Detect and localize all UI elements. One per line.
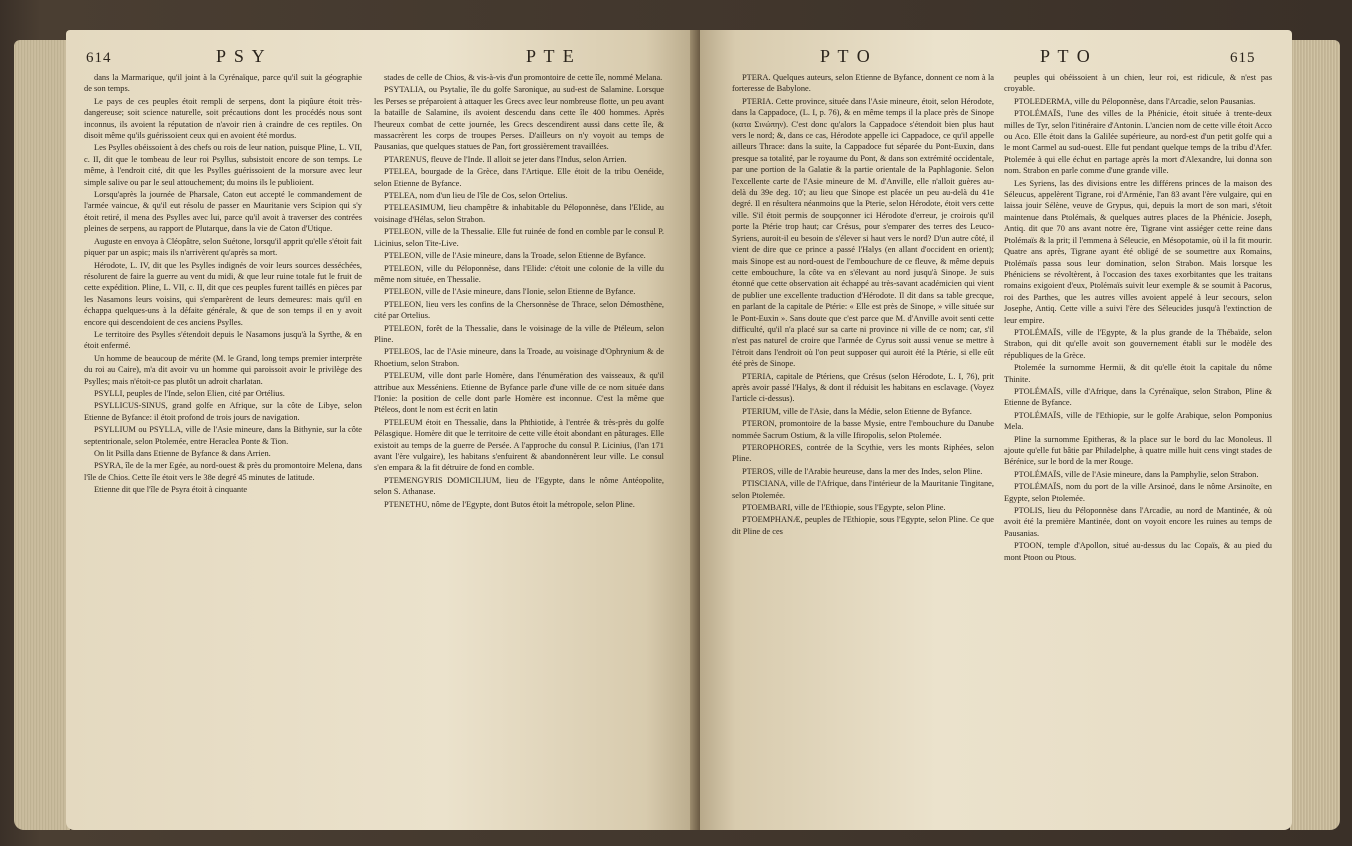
- paragraph: PTENETHU, nôme de l'Egypte, dont Butos étoit la métropole, selon Pline.: [384, 499, 635, 509]
- paragraph: PTOLÉMAÏS, ville de l'Egypte, & la plus grande de la Thébaïde, selon Strabon, qui dit qu'elle avoit son gouvernement établi sur le modèle des républiques de la Grèce.: [1004, 327, 1272, 360]
- paragraph: PTELEON, ville de l'Asie mineure, dans la Troade, selon Etienne de Byfance.: [384, 251, 646, 261]
- paragraph: PTOEMPHANÆ, peuples de l'Ethiopie, sous l'Egypte, selon Pline. Ce que dit Pline de ces: [732, 515, 994, 536]
- paragraph: PTELEASIMUM, lieu champêtre & inhabitable du Péloponnèse, dans l'Elide, au voisinage d'Hélas, selon Strabon.: [374, 203, 664, 224]
- paragraph: PTOLIS, lieu du Péloponnèse dans l'Arcadie, au nord de Mantinée, & où avoit été la première Mantinée, dont on voyoit encore les ruines au temps de Pausanias.: [1004, 506, 1272, 538]
- text-column: [732, 72, 994, 812]
- paragraph: Ptolemée la surnomme Hermii, & dit qu'elle étoit la capitale du nôme Thinite.: [1004, 363, 1272, 384]
- paragraph: PTELEON, ville du Péloponnèse, dans l'Elide: c'étoit une colonie de la ville du même nom située, en Thessalie.: [374, 263, 664, 284]
- paragraph: Pline la surnomme Epitheras, & la place sur le bord du lac Monoleus. Il ajoute qu'elle fut bâtie par Philadelphe, à quatre mille huit cens vingt stades de Bérénice, sur le bord de la mer Rouge.: [1004, 434, 1272, 467]
- text-column: [374, 72, 664, 812]
- paragraph: PSYLLICUS-SINUS, grand golfe en Afrique, sur la côte de Libye, selon Etienne de Byfance: il étoit profond de trois jours de navigation.: [84, 401, 362, 422]
- left-page-edges: [14, 40, 70, 830]
- paragraph: PSYLLIUM ou PSYLLA, ville de l'Asie mineure, dans la Bithynie, sur la côte septentrionale, selon Ptolemée, entre Heraclea Ponte & Tion.: [84, 425, 362, 446]
- paragraph: PTOLEDERMA, ville du Péloponnèse, dans l'Arcadie, selon Pausanias.: [1014, 96, 1256, 106]
- paragraph: PSYTALIA, ou Psytalie, île du golfe Saronique, au sud-est de Salamine. Lorsque les Perses se préparoient à attaquer les Grecs avec leur nombreuse flotte, un peu avant la bataille de Salamine, ils avoient descendu dans cette île 400 hommes. Après l'heureux combat de cette journée, les Grecs descendirent aussi dans cette île, & massacrèrent les corps de troupes Perses. D'ailleurs on n'y voyoit au temps de Pausanias, que quelques statues de Pan, fort grossièrement travaillées.: [374, 85, 664, 152]
- paragraph: peuples qui obéissoient à un chien, leur roi, est ridicule, & n'est pas croyable.: [1004, 73, 1272, 94]
- paragraph: PTERIUM, ville de l'Asie, dans la Médie, selon Etienne de Byfance.: [742, 406, 972, 416]
- running-head: P T E: [526, 46, 576, 66]
- paragraph: PTOLÉMAÏS, ville de l'Ethiopie, sur le golfe Arabique, selon Pomponius Mela.: [1004, 410, 1272, 432]
- paragraph: Un homme de beaucoup de mérite (M. le Grand, long temps premier interprète du roi au Caire), m'a dit avoir vu un homme qui paroissoit avoir le privilège des Psylles; mais n'étoit-ce pas plutôt un adroit charlatan.: [84, 353, 362, 386]
- left-page: [66, 30, 696, 830]
- paragraph: PTELEON, ville de l'Asie mineure, dans l'Ionie, selon Etienne de Byfance.: [384, 287, 636, 297]
- paragraph: Lorsqu'après la journée de Pharsale, Caton eut accepté le commandement de l'armée vaincue, & qu'il eut résolu de passer en Mauritanie vers Scipion qui s'y étoit retiré, il mena des Psylles avec lui, parce qu'il avoit à traverser des contrées pleines de serpens, au rapport de Plutarque, dans la vie de Caton d'Utique.: [84, 190, 362, 234]
- paragraph: Le territoire des Psylles s'étendoit depuis le Nasamons jusqu'à la Syrthe, & en étoit enfermé.: [84, 329, 362, 351]
- text-column: [1004, 72, 1272, 812]
- paragraph: stades de celle de Chios, & vis-à-vis d'un promontoire de cette île, nommé Melana.: [384, 73, 663, 82]
- paragraph: PSYLLI, peuples de l'Inde, selon Elien, cité par Ortélius.: [94, 388, 285, 398]
- paragraph: PTERIA. Cette province, située dans l'Asie mineure, étoit, selon Hérodote, dans la Cappadoce, (L. I, p. 76), & en même temps il la place près de Sinope (κατα Σινώπην). C'est donc qu'alors la Cappadoce s'étendoit bien plus haut vers le nord; &, dans ce cas, Hérodote appelle ici Cappadoce, ce qu'il appelle ailleurs Thrace: dans la suite, la Cappadoce fut séparée du Pont-Euxin, dans presque sa totalité, par le royaume du Pont, & dans son extrémité occidentale, par une portion de la Galatie & la partie orientale de la Paphlagonie. Selon l'excellente carte de l'Asie mineure de M. d'Anville, elle n'alloit guères au-delà du 39e deg. 10'; au lieu que Sinope est placée un peu au-delà du 41e degré. Il en résultera néanmoins que la Pterie, selon Hérodote, étoit vers cette ville. S'il étoit permis de soupçonner ici Hérodote d'erreur, je croirois qu'il porte la Ptérie trop haut; car Crésus, pour s'emparer des terres des Leuco-Syriens, auroit-il eu besoin de s'élever si haut vers le nord? D'un autre côté, il vient de dire que ce prince a passé l'Halys (en allant d'occident en orient); mais Sinope est au nord-ouest de l'embouchure de ce fleuve, & même depuis cette embouchure, la côte va en s'élevant au nord jusqu'à Sinope. Je suis étonné que cette observation ait échappé au très-savant académicien qui vient de publier une excellente traduction d'Hérodote. Il dit dans sa table grecque, en parlant de la capitale de Ptérie: « Elle est près de Sinope, » ville située sur le Pont-Euxin ». Sans doute que c'est parce que M. d'Anville avoit senti cette difficulté, qu'il n'a placé sur sa carte ni province ni ville de ce nom; car, s'il n'est pas naturel de croire que l'armée de Cyrus soit aussi venue se mettre à l'étroit dans l'endroit où l'on peut supposer qui auroit été la Ptérie, si elle eût été près de Sinope.: [732, 96, 994, 369]
- paragraph: PTERA. Quelques auteurs, selon Etienne de Byfance, donnent ce nom à la forteresse de Babylone.: [732, 73, 994, 94]
- paragraph: PTOEMBARI, ville de l'Ethiopie, sous l'Egypte, selon Pline.: [742, 503, 946, 513]
- page-number: 615: [1230, 50, 1256, 66]
- paragraph: PTEROS, ville de l'Arabie heureuse, dans la mer des Indes, selon Pline.: [742, 466, 983, 476]
- paragraph: PTELEON, forêt de la Thessalie, dans le voisinage de la ville de Ptéleum, selon Pline.: [374, 323, 664, 344]
- paragraph: PTARENUS, fleuve de l'Inde. Il alloit se jeter dans l'Indus, selon Arrien.: [384, 154, 627, 164]
- paragraph: PTOON, temple d'Apollon, situé au-dessus du lac Copaïs, & au pied du mont Ptoon ou Ptous.: [1004, 541, 1272, 562]
- paragraph: PTELEOS, lac de l'Asie mineure, dans la Troade, au voisinage d'Ophrynium & de Rhoetium, selon Strabon.: [374, 347, 664, 368]
- running-head: P T O: [1040, 46, 1092, 66]
- paragraph: PTEMENGYRIS DOMICILIUM, lieu de l'Egypte, dans le nôme Antéopolite, selon S. Athanase.: [374, 475, 664, 497]
- page-number: 614: [86, 50, 112, 66]
- paragraph: Les Syriens, las des divisions entre les différens princes de la maison des Séleucus, appelèrent Tigrane, roi d'Arménie, l'an 83 avant l'ère vulgaire, qui en laissa jouir Sélène, veuve de Grypus, qui, depuis la mort de son mari, s'étoit maintenue dans Ptolémaïs, & quelques autres places de la Phénicie. Joseph, Antiq. dit que 70 ans avant notre ère, Tigrane vint assiéger cette reine dans Ptolémaïs & la prit; il l'emmena à Séleucie, en Mésopotamie, où il la fit mourir. Quatre ans après, Tigrane ayant été obligé de se soumettre aux Romains, Ptolémaïs passa sous leur domination, selon Strabon. Mais lorsque les Phéniciens se révoltèrent, à l'occasion des taxes exorbitantes que les traitans romains exigoient d'eux, Ptolémaïs suivit leur exemple & se soumit à Pacorus, roi des Parthes, que les autres villes avoient appelé à leur secours, selon Josephe, Antiq. Cette ville a suivi l'ère des Séleucides jusqu'à l'extinction de leur empire.: [1004, 178, 1272, 325]
- paragraph: PTELEUM étoit en Thessalie, dans la Phthiotide, à l'entrée & très-près du golfe Pélasgique. Homère dit que le territoire de cette ville étoit abondant en pâturages. Elle existoit au temps de la guerre de Persée. A l'approche du consul P. Licinius, (l'an 171 avant l'ère vulgaire), les habitans s'enfuirent & abandonnèrent leur ville. Le consul s'en empara & la fit détruire de fond en comble.: [374, 417, 664, 473]
- paragraph: On lit Psilla dans Etienne de Byfance & dans Arrien.: [94, 449, 271, 458]
- paragraph: PTEROPHORES, contrée de la Scythie, vers les monts Riphées, selon Pline.: [732, 443, 994, 464]
- paragraph: PTELEON, ville de la Thessalie. Elle fut ruinée de fond en comble par le consul P. Licinius, selon Tite-Live.: [374, 227, 664, 248]
- paragraph: Le pays de ces peuples étoit rempli de serpens, dont la piqûure étoit très-dangereuse; soit science naturelle, soit précautions dont les procédés nous sont inconnus, ils avoient la réputation de n'avoir rien à craindre de ces reptiles. On disoit même qu'ils guérissoient ceux qui en avoient été mordus.: [84, 96, 362, 141]
- paragraph: PTOLÉMAÏS, ville d'Afrique, dans la Cyrénaïque, selon Strabon, Pline & Etienne de Byfance.: [1004, 386, 1272, 408]
- paragraph: PSYRA, île de la mer Egée, au nord-ouest & près du promontoire Melena, dans l'île de Chios. Cette île étoit vers le 38e degré 45 minutes de latitude.: [84, 461, 362, 482]
- paragraph: Etienne dit que l'île de Psyra étoit à cinquante: [94, 485, 248, 495]
- right-page: [700, 30, 1292, 830]
- paragraph: Les Psylles obéissoient à des chefs ou rois de leur nation, puisque Pline, L. VII, c. II, dit que le tombeau de leur roi Psyllus, subsistoit encore de son temps. Le même, à l'endroit cité, dit que les Psylles guérissoient de la morsure avec leur simple salive ou par le seul attouchement; du moins ils le publioient.: [84, 143, 362, 187]
- running-head: P T O: [820, 46, 872, 66]
- running-head: P S Y: [216, 46, 267, 66]
- paragraph: PTELEA, bourgade de la Grèce, dans l'Artique. Elle étoit de la tribu Oenéide, selon Etienne de Byfance.: [374, 167, 664, 188]
- text-column: [84, 72, 362, 812]
- paragraph: PTERON, promontoire de la basse Mysie, entre l'embouchure du Danube nommée Sacrum Ostium, & la ville Ifiropolis, selon Ptolemée.: [732, 419, 994, 440]
- right-page-edges: [1290, 40, 1340, 830]
- paragraph: PTOLÉMAÏS, l'une des villes de la Phénicie, étoit située à trente-deux milles de Tyr, selon l'itinéraire d'Antonin. L'ancien nom de cette ville étoit Acco ou Aco. Elle étoit dans la Galilée supérieure, au nord-est d'un petit golfe qui a le mont Carmel au sud-ouest. Elle fut pendant quelque temps de la tribu d'Afer. Ptolemée à qui elle échut en partage après la mort d'Alexandre, lui donna son nom. Strabon en parle comme d'une grande ville.: [1004, 109, 1272, 176]
- paragraph: Hérodote, L. IV, dit que les Psylles indignés de voir leurs sources desséchées, résolurent de faire la guerre au vent du midi, & que leur ruine totale fut le fruit de cette expédition. Pline, L. VII, c. II, dit que ces peuples furent taillés en pièces par les Nasamons leurs voisins, qui s'emparèrent de leurs demeures: mais qu'il en échappa quelques-uns à la défaite générale, & que de son temps il en y avoit encore qui descendoient de ces anciens Psylles.: [84, 260, 362, 327]
- paragraph: PTERIA, capitale de Ptériens, que Crésus (selon Hérodote, L. I, 76), prit après avoir passé l'Halys, & dont il réduisit les habitans en esclavage. (Voyez l'article ci-dessus).: [732, 371, 994, 404]
- paragraph: Auguste en envoya à Cléopâtre, selon Suétone, lorsqu'il apprit qu'elle s'étoit fait piquer par un aspic; mais ils n'arrivèrent qu'après sa mort.: [84, 236, 362, 258]
- paragraph: PTELEUM, ville dont parle Homère, dans l'énumération des vaisseaux, & qu'il attribue aux Messéniens. Etienne de Byfance parle d'une ville de ce nom située dans l'Ionie: la position de celle dont parle Homère est inconnue. C'est la même que Ptéleos, dont le nom est écrit en latin: [374, 371, 664, 415]
- paragraph: dans la Marmarique, qu'il joint à la Cyrénaïque, parce qu'il suit la géographie de son temps.: [84, 73, 362, 94]
- paragraph: PTISCIANA, ville de l'Afrique, dans l'intérieur de la Mauritanie Tingitane, selon Ptolemée.: [732, 479, 994, 500]
- paragraph: PTOLÉMAÏS, nom du port de la ville Arsinoé, dans le nôme Arsinoïte, en Egypte, selon Ptolemée.: [1004, 482, 1272, 503]
- paragraph: PTELEA, nom d'un lieu de l'île de Cos, selon Ortelius.: [384, 191, 568, 201]
- paragraph: PTOLÉMAÏS, ville de l'Asie mineure, dans la Pamphylie, selon Strabon.: [1014, 469, 1259, 479]
- paragraph: PTELEON, lieu vers les confins de la Chersonnèse de Thrace, selon Démosthène, cité par Ortelius.: [374, 299, 664, 321]
